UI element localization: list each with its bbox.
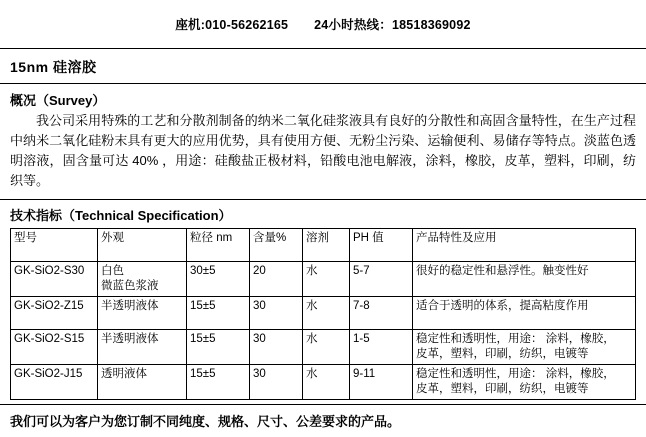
- cell-feature-line1: 稳定性和透明性，用途： 涂料，橡胶，: [416, 333, 615, 345]
- table-row: [11, 365, 636, 400]
- survey-section: [0, 84, 646, 195]
- cell-size: 15±5: [187, 330, 250, 365]
- page-title: 15nm 硅溶胶: [0, 49, 646, 84]
- col-header-ph: PH 值: [350, 229, 413, 262]
- survey-heading: 概况（Survey）: [10, 93, 106, 108]
- cell-appearance: [98, 297, 187, 330]
- cell-model: GK-SiO2-Z15: [11, 297, 98, 330]
- table-row: [11, 330, 636, 365]
- cell-ph: 7-8: [350, 297, 413, 330]
- spec-section: [0, 200, 646, 400]
- cell-size: 15±5: [187, 365, 250, 400]
- phone-landline: 座机:010-56262165: [175, 18, 289, 32]
- cell-feature: [413, 297, 636, 330]
- cell-appearance: [98, 330, 187, 365]
- cell-solvent: 水: [303, 262, 350, 297]
- cell-feature-line2: 皮革，塑料，印刷，纺织，电镀等: [416, 383, 589, 395]
- col-header-content: 含量%: [250, 229, 303, 262]
- survey-body: 我公司采用特殊的工艺和分散剂制备的纳米二氧化硅浆液具有良好的分散性和高固含量特性，在生产过程中纳米二氧化硅粉末具有更大的应用优势，具有使用方便、无粉尘污染、运输便利、易储存等特点。淡蓝色透明溶液，固含量可达 40% ，用途：硅酸盐正极材料，铅酸电池电解液，涂料，橡胶，皮革，塑料，印刷，纺织等。: [10, 113, 636, 188]
- col-header-size: 粒径 nm: [187, 229, 250, 262]
- cell-model: GK-SiO2-S30: [11, 262, 98, 297]
- cell-ph: 9-11: [350, 365, 413, 400]
- cell-feature: [413, 365, 636, 400]
- col-header-model: 型号: [11, 229, 98, 262]
- col-header-solvent: 溶剂: [303, 229, 350, 262]
- spec-heading: 技术指标（Technical Specification）: [10, 208, 232, 223]
- cell-size: 15±5: [187, 297, 250, 330]
- spec-table: [10, 228, 636, 400]
- cell-appearance-line2: 微蓝色浆液: [101, 280, 159, 292]
- footer-note: 我们可以为客户为您订制不同纯度、规格、尺寸、公差要求的产品。: [0, 404, 646, 430]
- cell-appearance-line1: 半透明液体: [101, 300, 159, 312]
- cell-feature-line1: 很好的稳定性和悬浮性。触变性好: [416, 265, 589, 277]
- cell-appearance-line1: 透明液体: [101, 368, 147, 380]
- cell-feature-line1: 适合于透明的体系，提高粘度作用: [416, 300, 589, 312]
- table-header-row: [11, 229, 636, 262]
- cell-appearance-line1: 半透明液体: [101, 333, 159, 345]
- table-row: [11, 297, 636, 330]
- cell-size: 30±5: [187, 262, 250, 297]
- table-row: [11, 262, 636, 297]
- cell-feature-line2: 皮革，塑料，印刷，纺织，电镀等: [416, 348, 589, 360]
- contact-header: [0, 0, 646, 49]
- cell-appearance: [98, 262, 187, 297]
- cell-ph: 5-7: [350, 262, 413, 297]
- cell-ph: 1-5: [350, 330, 413, 365]
- cell-content: 30: [250, 330, 303, 365]
- cell-model: GK-SiO2-S15: [11, 330, 98, 365]
- cell-appearance-line1: 白色: [101, 265, 124, 277]
- cell-appearance: [98, 365, 187, 400]
- cell-solvent: 水: [303, 365, 350, 400]
- cell-model: GK-SiO2-J15: [11, 365, 98, 400]
- phone-hotline: 24小时热线：18518369092: [314, 18, 471, 32]
- cell-feature-line1: 稳定性和透明性，用途： 涂料，橡胶，: [416, 368, 615, 380]
- cell-content: 30: [250, 297, 303, 330]
- col-header-feature: 产品特性及应用: [413, 229, 636, 262]
- cell-feature: [413, 330, 636, 365]
- cell-solvent: 水: [303, 297, 350, 330]
- cell-feature: [413, 262, 636, 297]
- cell-content: 20: [250, 262, 303, 297]
- cell-solvent: 水: [303, 330, 350, 365]
- col-header-appearance: 外观: [98, 229, 187, 262]
- cell-content: 30: [250, 365, 303, 400]
